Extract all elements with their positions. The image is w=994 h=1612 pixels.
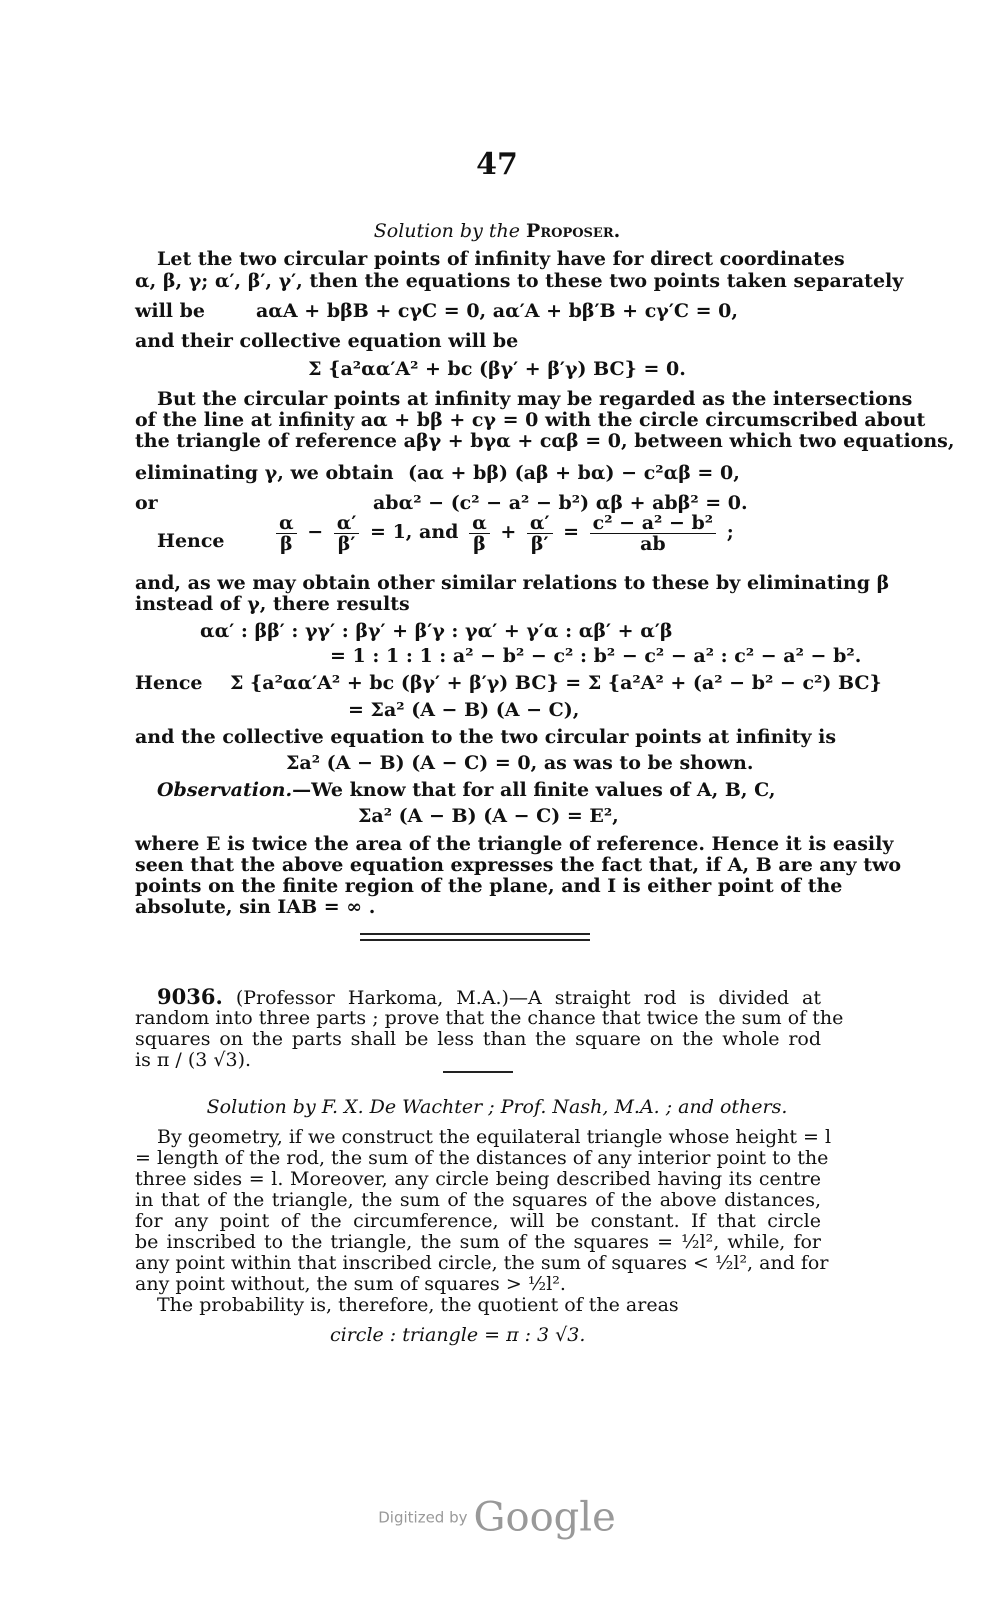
- text-line: any point without, the sum of squares > ½l².: [135, 1273, 566, 1295]
- text-line: = length of the rod, the sum of the distances of any interior point to the: [135, 1147, 829, 1169]
- text-line: any point within that inscribed circle, the sum of squares < ½l², and for: [135, 1252, 829, 1274]
- google-logo: Google: [473, 1494, 616, 1541]
- equation: = 1 : 1 : 1 : a² − b² − c² : b² − c² − a² : c² − a² − b².: [330, 645, 862, 667]
- text-line: or: [135, 492, 158, 514]
- problem-line: is π / (3 √3).: [135, 1049, 252, 1071]
- problem-number: 9036.: [157, 984, 223, 1009]
- text-line: By geometry, if we construct the equilateral triangle whose height = l: [157, 1126, 832, 1148]
- divider-rule: [443, 1071, 513, 1073]
- text-line: of the line at infinity aα + bβ + cγ = 0 with the circle circumscribed about: [135, 409, 926, 431]
- equation: = Σa² (A − B) (A − C),: [348, 699, 580, 721]
- text-line: instead of γ, there results: [135, 593, 410, 615]
- text-line: where E is twice the area of the triangle of reference. Hence it is easily: [135, 833, 894, 855]
- text-line: be inscribed to the triangle, the sum of the squares = ½l², while, for: [135, 1231, 821, 1253]
- equation: circle : triangle = π : 3 √3.: [330, 1324, 586, 1346]
- text-line: the triangle of reference aβγ + bγα + cαβ = 0, between which two equations,: [135, 430, 955, 452]
- fraction-equation: $\frac{\alpha}{\beta}$ − $\frac{\alpha'}{\beta'}$ = 1, and $\frac{\alpha}{\beta}$ + $\frac{\alpha'}{\beta'}$ = $\frac{\text{c² − a² − b²}}{ab}$ ;: [272, 512, 734, 554]
- fraction: $\frac{\alpha}{\beta}$: [469, 513, 490, 554]
- hence-label: Hence: [135, 672, 203, 694]
- divider-rule: [360, 939, 590, 941]
- fraction: $\frac{\alpha'}{\beta'}$: [334, 513, 360, 554]
- solution-heading: Solution by the Proposer.: [373, 220, 621, 242]
- problem-line: squares on the parts shall be less than the square on the whole rod: [135, 1028, 821, 1050]
- equation: Σ {a²αα′A² + bc (βγ′ + β′γ) BC} = Σ {a²A² + (a² − b² − c²) BC}: [230, 672, 882, 694]
- text-line: Let the two circular points of infinity have for direct coordinates: [157, 248, 845, 270]
- text-line: But the circular points at infinity may be regarded as the intersections: [157, 388, 913, 410]
- text-line: absolute, sin IAB = ∞ .: [135, 896, 376, 918]
- text-line: seen that the above equation expresses the fact that, if A, B are any two: [135, 854, 901, 876]
- fraction: $\frac{\text{c² − a² − b²}}{ab}$: [590, 513, 716, 554]
- text-line: eliminating γ, we obtain: [135, 462, 394, 484]
- equation: Σa² (A − B) (A − C) = E²,: [358, 805, 619, 827]
- equation: Σa² (A − B) (A − C) = 0, as was to be shown.: [286, 752, 754, 774]
- text-line: The probability is, therefore, the quotient of the areas: [157, 1294, 679, 1316]
- page-number: 47: [476, 147, 518, 182]
- text-line: points on the finite region of the plane, and I is either point of the: [135, 875, 843, 897]
- fraction: $\frac{\alpha}{\beta}$: [276, 513, 297, 554]
- text-line: in that of the triangle, the sum of the squares of the above distances,: [135, 1189, 821, 1211]
- text-line: and the collective equation to the two circular points at infinity is: [135, 726, 837, 748]
- equation: αα′ : ββ′ : γγ′ : βγ′ + β′γ : γα′ + γ′α : αβ′ + α′β: [200, 620, 673, 642]
- text-line: three sides = l. Moreover, any circle being described having its centre: [135, 1168, 821, 1190]
- text-line: and their collective equation will be: [135, 330, 519, 352]
- text-line: for any point of the circumference, will be constant. If that circle: [135, 1210, 821, 1232]
- hence-label: Hence: [157, 530, 225, 552]
- digitized-watermark: Digitized by Google: [378, 1494, 616, 1541]
- equation: (aα + bβ) (aβ + bα) − c²αβ = 0,: [408, 462, 740, 484]
- problem-line: random into three parts ; prove that the chance that twice the sum of the: [135, 1007, 844, 1029]
- problem-line: 9036. (Professor Harkoma, M.A.)—A straight rod is divided at: [157, 984, 822, 1009]
- text-line: and, as we may obtain other similar relations to these by eliminating β: [135, 572, 890, 594]
- equation: Σ {a²αα′A² + bc (βγ′ + β′γ) BC} = 0.: [308, 358, 686, 380]
- observation-line: Observation.—We know that for all finite values of A, B, C,: [157, 779, 776, 801]
- equation: abα² − (c² − a² − b²) αβ + abβ² = 0.: [373, 492, 748, 514]
- text-line: will be: [135, 300, 205, 322]
- solution-heading: Solution by F. X. De Wachter ; Prof. Nash, M.A. ; and others.: [206, 1096, 788, 1118]
- fraction: $\frac{\alpha'}{\beta'}$: [527, 513, 553, 554]
- text-line: α, β, γ; α′, β′, γ′, then the equations to these two points taken separately: [135, 270, 904, 292]
- equation: aαA + bβB + cγC = 0, aα′A + bβ′B + cγ′C = 0,: [256, 300, 738, 322]
- divider-rule: [360, 933, 590, 935]
